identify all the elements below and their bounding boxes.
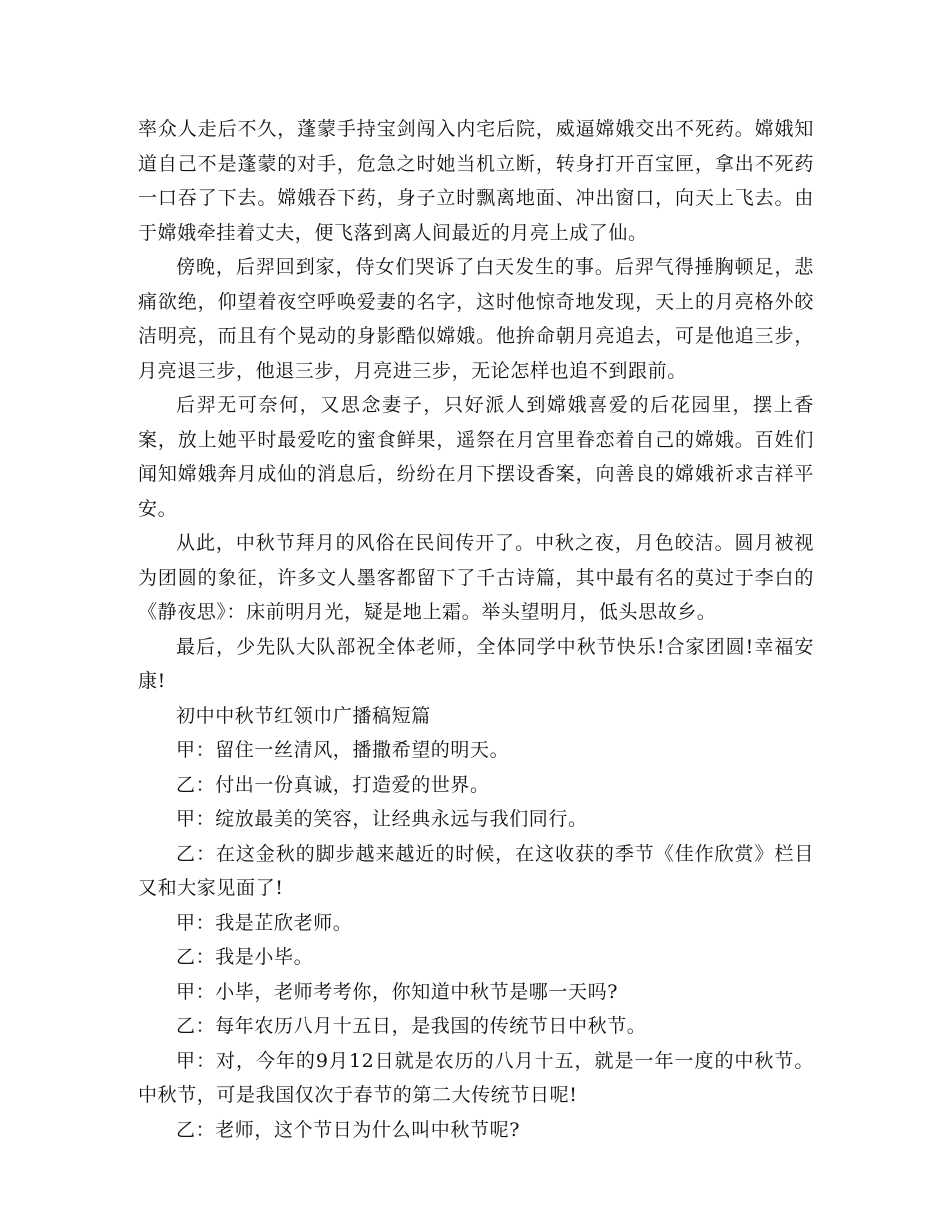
dialogue-line: 甲：绽放最美的笑容，让经典永远与我们同行。 — [176, 808, 588, 830]
dialogue-line: 甲：留住一丝清风，播撒希望的明天。 — [176, 739, 510, 761]
dialogue-line: 乙：在这金秋的脚步越来越近的时候，在这收获的季节《佳作欣赏》栏目又和大家见面了! — [138, 842, 814, 899]
paragraph-story-2: 傍晚，后羿回到家，侍女们哭诉了白天发生的事。后羿气得捶胸顿足，悲痛欲绝，仰望着夜空呼唤爱妻的名字，这时他惊奇地发现，天上的月亮格外皎洁明亮，而且有个晃动的身影酷似嫦娥。他拚命朝月亮追去，可是他追三步，月亮退三步，他退三步，月亮进三步，无论怎样也追不到跟前。 — [138, 256, 814, 382]
document-body — [138, 112, 814, 1147]
paragraph-story-3: 后羿无可奈何，又思念妻子，只好派人到嫦娥喜爱的后花园里，摆上香案，放上她平时最爱吃的蜜食鲜果，遥祭在月宫里眷恋着自己的嫦娥。百姓们闻知嫦娥奔月成仙的消息后，纷纷在月下摆设香案，向善良的嫦娥祈求吉祥平安。 — [138, 394, 814, 520]
dialogue-line: 乙：老师，这个节日为什么叫中秋节呢? — [176, 1118, 520, 1141]
paragraph-closing-wish: 最后，少先队大队部祝全体老师，全体同学中秋节快乐!合家团圆!幸福安康! — [138, 635, 814, 692]
dialogue-line: 甲：我是芷欣老师。 — [176, 911, 353, 934]
section-heading: 初中中秋节红领巾广播稿短篇 — [176, 704, 431, 727]
paragraph-story-1: 率众人走后不久，蓬蒙手持宝剑闯入内宅后院，威逼嫦娥交出不死药。嫦娥知道自己不是蓬蒙的对手，危急之时她当机立断，转身打开百宝匣，拿出不死药一口吞了下去。嫦娥吞下药，身子立时飘离地面、冲出窗口，向天上飞去。由于嫦娥牵挂着丈夫，便飞落到离人间最近的月亮上成了仙。 — [138, 118, 814, 244]
paragraph-story-4: 从此，中秋节拜月的风俗在民间传开了。中秋之夜，月色皎洁。圆月被视为团圆的象征，许多文人墨客都留下了千古诗篇，其中最有名的莫过于李白的《静夜思》：床前明月光，疑是地上霜。举头望明月，低头思故乡。 — [138, 532, 814, 623]
dialogue-line: 乙：付出一份真诚，打造爱的世界。 — [176, 773, 490, 796]
dialogue-line: 甲：对，今年的9月12日就是农历的八月十五，就是一年一度的中秋节。中秋节，可是我国仅次于春节的第二大传统节日呢! — [138, 1049, 814, 1106]
dialogue-line: 乙：每年农历八月十五日，是我国的传统节日中秋节。 — [176, 1015, 647, 1037]
dialogue-line: 乙：我是小毕。 — [176, 946, 314, 968]
dialogue-line: 甲：小毕，老师考考你，你知道中秋节是哪一天吗? — [176, 980, 618, 1003]
